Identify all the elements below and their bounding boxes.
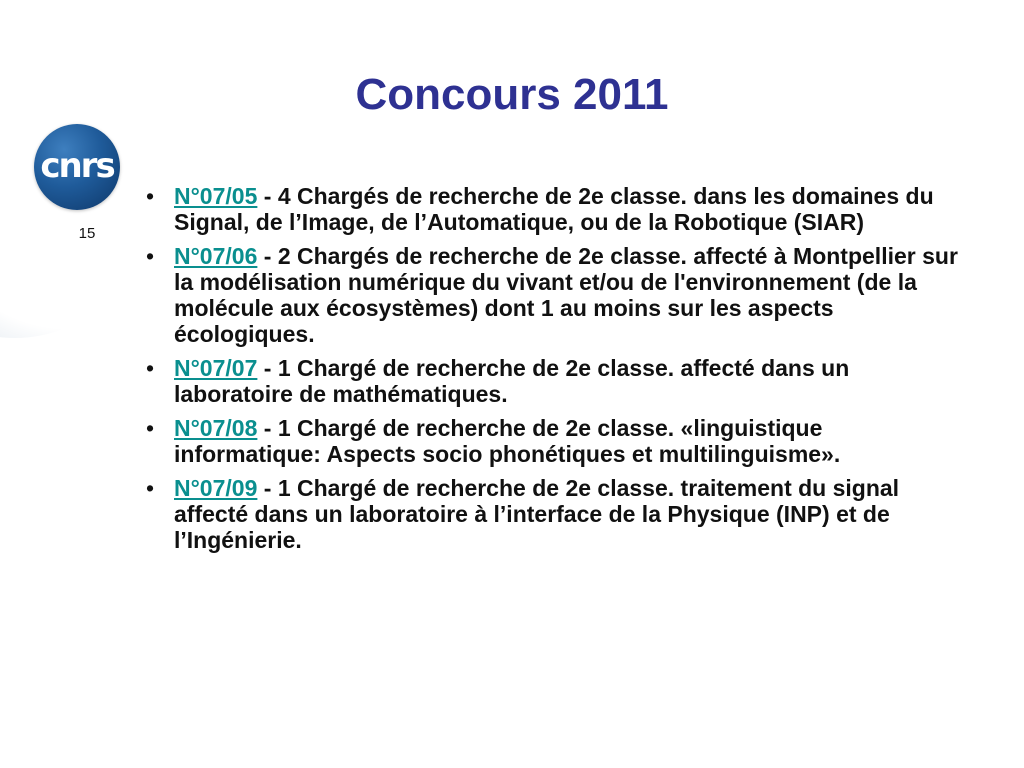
item-text: - 1 Chargé de recherche de 2e classe. traitement du signal affecté dans un laboratoire à l’interface de la Physique (INP) et de l’Ingénierie. xyxy=(174,475,900,553)
bullet-dot: • xyxy=(146,183,155,209)
item-text: - 2 Chargés de recherche de 2e classe. affecté à Montpellier sur la modélisation numérique du vivant et/ou de l'environnement (de la molécule aux écosystèmes) dont 1 au moins sur les aspects écologiques. xyxy=(174,243,958,347)
slide-title: Concours 2011 xyxy=(355,70,669,119)
list-item xyxy=(140,183,970,235)
bullet-list xyxy=(140,183,970,561)
cnrs-logo xyxy=(34,124,120,210)
item-text: - 4 Chargés de recherche de 2e classe. dans les domaines du Signal, de l’Image, de l’Automatique, ou de la Robotique (SIAR) xyxy=(174,183,934,235)
reference-link[interactable]: N°07/08 xyxy=(174,415,258,441)
bullet-dot: • xyxy=(146,415,155,441)
bullet-dot: • xyxy=(146,475,155,501)
item-text: - 1 Chargé de recherche de 2e classe. «linguistique informatique: Aspects socio phonétiques et multilinguisme». xyxy=(174,415,841,467)
reference-link[interactable]: N°07/05 xyxy=(174,183,258,209)
slide-number: 15 xyxy=(78,225,96,242)
list-item xyxy=(140,355,970,407)
list-item xyxy=(140,243,970,347)
reference-link[interactable]: N°07/07 xyxy=(174,355,258,381)
reference-link[interactable]: N°07/06 xyxy=(174,243,258,269)
reference-link[interactable]: N°07/09 xyxy=(174,475,258,501)
list-item xyxy=(140,415,970,467)
list-item xyxy=(140,475,970,553)
bullet-dot: • xyxy=(146,243,155,269)
bullet-dot: • xyxy=(146,355,155,381)
logo-text: cnrs xyxy=(40,146,114,186)
item-text: - 1 Chargé de recherche de 2e classe. affecté dans un laboratoire de mathématiques. xyxy=(174,355,850,407)
